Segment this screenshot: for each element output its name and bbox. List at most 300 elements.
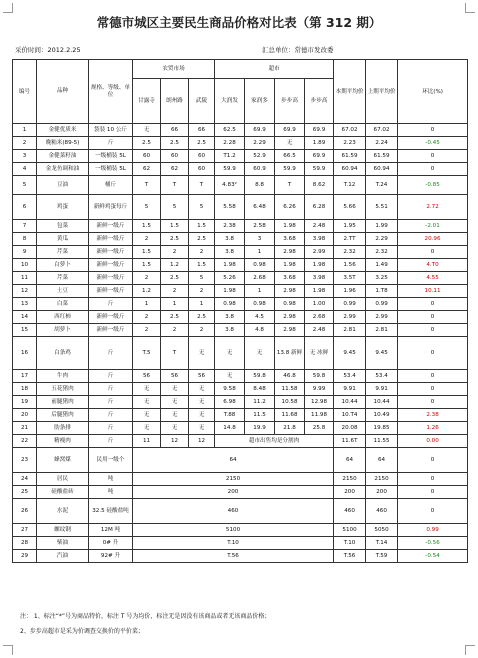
- cell-super-3: 1.98: [275, 259, 305, 272]
- table-row: [13, 324, 468, 337]
- cell-current-avg: 2.81: [334, 324, 366, 337]
- cell-farm-3: 1.5: [189, 259, 215, 272]
- cell-name: 芹菜: [37, 272, 89, 285]
- cell-farm-2: 66: [161, 124, 189, 137]
- cell-no: 26: [13, 499, 37, 524]
- cell-super-2: 19.9: [245, 422, 275, 435]
- cell-farm-3: 无: [189, 383, 215, 396]
- cell-spec: 新鲜一级斤: [89, 233, 133, 246]
- cell-current-avg: 60.94: [334, 163, 366, 176]
- cell-farm-2: 1.5: [161, 220, 189, 233]
- cell-farm-3: 2.5: [189, 137, 215, 150]
- cell-spec: 92# 升: [89, 550, 133, 563]
- cell-super-3: 11.68: [275, 409, 305, 422]
- cell-farm-1: 1: [133, 298, 161, 311]
- cell-super-2: 11.5: [245, 409, 275, 422]
- table-row: [13, 448, 468, 473]
- cell-spec: 斤: [89, 298, 133, 311]
- cell-change: 20.96: [398, 233, 468, 246]
- cell-farm-2: 无: [161, 383, 189, 396]
- table-row: [13, 370, 468, 383]
- cell-merged-price: T.10: [133, 537, 334, 550]
- cell-super-4: 8.62: [305, 176, 334, 195]
- cell-name: 鸡蛋: [37, 195, 89, 220]
- crop-mark-bottom-right: [465, 645, 475, 655]
- cell-spec: 一级桶装 5L: [89, 150, 133, 163]
- cell-previous-avg: 64: [366, 448, 398, 473]
- cell-name: 白萝卜: [37, 259, 89, 272]
- cell-change: -0.85: [398, 176, 468, 195]
- cell-change: 1.26: [398, 422, 468, 435]
- cell-current-avg: 1.96: [334, 285, 366, 298]
- cell-no: 12: [13, 285, 37, 298]
- cell-spec: 民用一级个: [89, 448, 133, 473]
- cell-super-1: 3.8: [215, 311, 245, 324]
- cell-farm-1: T: [133, 176, 161, 195]
- cell-spec: 斤: [89, 396, 133, 409]
- cell-name: 豆油: [37, 176, 89, 195]
- cell-previous-avg: 9.45: [366, 337, 398, 370]
- header-spec: 规格、等级、单位: [89, 60, 133, 124]
- table-row: [13, 409, 468, 422]
- crop-mark-top-left: [3, 3, 13, 13]
- cell-super-3: 69.9: [275, 124, 305, 137]
- table-row: [13, 176, 468, 195]
- table-row: [13, 195, 468, 220]
- cell-super-4: 25.8: [305, 422, 334, 435]
- cell-farm-3: 56: [189, 370, 215, 383]
- cell-change: -0.45: [398, 137, 468, 150]
- cell-farm-3: 60: [189, 163, 215, 176]
- cell-current-avg: 10.T4: [334, 409, 366, 422]
- header-super-market: 超市: [215, 60, 334, 79]
- cell-no: 3: [13, 150, 37, 163]
- cell-name: 金龙鱼调和油: [37, 163, 89, 176]
- cell-farm-3: T: [189, 176, 215, 195]
- cell-farm-2: 无: [161, 409, 189, 422]
- cell-super-3: 6.26: [275, 195, 305, 220]
- header-super-1: 大润发: [215, 79, 245, 124]
- cell-no: 24: [13, 473, 37, 486]
- cell-farm-2: 2: [161, 246, 189, 259]
- cell-current-avg: 10.44: [334, 396, 366, 409]
- cell-super-1: 1.98: [215, 259, 245, 272]
- cell-previous-avg: 5050: [366, 524, 398, 537]
- cell-farm-2: 12: [161, 435, 189, 448]
- cell-super-3: 21.8: [275, 422, 305, 435]
- table-row: [13, 259, 468, 272]
- cell-change: 0: [398, 124, 468, 137]
- cell-merged-price: 64: [133, 448, 334, 473]
- cell-previous-avg: 10.44: [366, 396, 398, 409]
- header-current-avg: 本期平均价: [334, 60, 366, 124]
- cell-super-2: 11.2: [245, 396, 275, 409]
- table-row: [13, 537, 468, 550]
- cell-change: 4.55: [398, 272, 468, 285]
- cell-super-4: 12.98: [305, 396, 334, 409]
- cell-spec: 新鲜一级斤: [89, 285, 133, 298]
- cell-name: 蜂窝煤: [37, 448, 89, 473]
- header-farm-1: 甘露寺: [133, 79, 161, 124]
- cell-farm-1: 60: [133, 150, 161, 163]
- table-row: [13, 285, 468, 298]
- cell-super-1: 4.83²: [215, 176, 245, 195]
- cell-no: 20: [13, 409, 37, 422]
- cell-super-1: 5.58: [215, 195, 245, 220]
- cell-name: 肋条排: [37, 422, 89, 435]
- cell-previous-avg: 2.29: [366, 233, 398, 246]
- cell-change: 0: [398, 298, 468, 311]
- cell-no: 25: [13, 486, 37, 499]
- cell-merged-price: 2150: [133, 473, 334, 486]
- cell-farm-2: 2: [161, 285, 189, 298]
- cell-spec: 斤: [89, 435, 133, 448]
- cell-super-2: 6.48: [245, 195, 275, 220]
- cell-name: 螺纹钢: [37, 524, 89, 537]
- table-row: [13, 396, 468, 409]
- cell-farm-3: 5: [189, 195, 215, 220]
- cell-super-2: 69.9: [245, 124, 275, 137]
- cell-change: 2.72: [398, 195, 468, 220]
- cell-current-avg: 2.23: [334, 137, 366, 150]
- cell-name: 硅酸盐砖: [37, 486, 89, 499]
- cell-farm-2: 60: [161, 150, 189, 163]
- cell-name: 五花猪肉: [37, 383, 89, 396]
- header-no: 编号: [13, 60, 37, 124]
- cell-previous-avg: 60.94: [366, 163, 398, 176]
- cell-name: 水泥: [37, 499, 89, 524]
- cell-previous-avg: 53.4: [366, 370, 398, 383]
- cell-change: -0.56: [398, 537, 468, 550]
- cell-previous-avg: 11.55: [366, 435, 398, 448]
- cell-previous-avg: 200: [366, 486, 398, 499]
- cell-farm-1: 2: [133, 233, 161, 246]
- cell-super-3: 2.98: [275, 324, 305, 337]
- cell-current-avg: 9.45: [334, 337, 366, 370]
- cell-name: 柴油: [37, 537, 89, 550]
- cell-super-2: 0.98: [245, 298, 275, 311]
- cell-no: 19: [13, 396, 37, 409]
- cell-super-1: 1.98: [215, 285, 245, 298]
- cell-previous-avg: 5.51: [366, 195, 398, 220]
- table-row: [13, 137, 468, 150]
- cell-super-1: 2.28: [215, 137, 245, 150]
- cell-farm-2: 62: [161, 163, 189, 176]
- cell-spec: 斤: [89, 422, 133, 435]
- cell-farm-3: 1.5: [189, 220, 215, 233]
- cell-name: 汽油: [37, 550, 89, 563]
- cell-previous-avg: 2.99: [366, 311, 398, 324]
- cell-current-avg: 3.5T: [334, 272, 366, 285]
- cell-no: 6: [13, 195, 37, 220]
- cell-super-4: 2.99: [305, 246, 334, 259]
- cell-super-2: 1: [245, 246, 275, 259]
- cell-change: 0: [398, 163, 468, 176]
- cell-super-2: 2.58: [245, 220, 275, 233]
- cell-farm-1: 无: [133, 396, 161, 409]
- cell-previous-avg: T.24: [366, 176, 398, 195]
- cell-super-2: 8.8: [245, 176, 275, 195]
- cell-no: 21: [13, 422, 37, 435]
- cell-super-1: 3.8: [215, 246, 245, 259]
- cell-change: 0: [398, 324, 468, 337]
- cell-change: 0: [398, 486, 468, 499]
- cell-super-3: 66.5: [275, 150, 305, 163]
- cell-super-1: 无: [215, 337, 245, 370]
- cell-super-1: 59.9: [215, 163, 245, 176]
- cell-farm-2: 1: [161, 298, 189, 311]
- header-farm-market: 农贸市场: [133, 60, 215, 79]
- cell-current-avg: 2.99: [334, 311, 366, 324]
- cell-spec: 新鲜一级斤: [89, 272, 133, 285]
- cell-super-4: 11.98: [305, 409, 334, 422]
- cell-current-avg: 200: [334, 486, 366, 499]
- cell-farm-2: 2.5: [161, 272, 189, 285]
- cell-super-1: 5.26: [215, 272, 245, 285]
- cell-no: 2: [13, 137, 37, 150]
- table-row: [13, 473, 468, 486]
- cell-super-3: 11.58: [275, 383, 305, 396]
- cell-super-4: 3.98: [305, 272, 334, 285]
- cell-change: 4.T0: [398, 259, 468, 272]
- cell-previous-avg: 2.32: [366, 246, 398, 259]
- cell-previous-avg: 10.49: [366, 409, 398, 422]
- cell-farm-3: 60: [189, 150, 215, 163]
- cell-super-4: 59.9: [305, 163, 334, 176]
- cell-super-3: 3.68: [275, 272, 305, 285]
- crop-mark-bottom-left: [3, 645, 13, 655]
- cell-super-4: 69.9: [305, 124, 334, 137]
- table-row: [13, 435, 468, 448]
- cell-change: 0: [398, 473, 468, 486]
- cell-farm-1: 无: [133, 124, 161, 137]
- cell-previous-avg: 460: [366, 499, 398, 524]
- cell-farm-2: 无: [161, 396, 189, 409]
- table-row: [13, 337, 468, 370]
- cell-super-3: 2.98: [275, 246, 305, 259]
- cell-previous-avg: 1.99: [366, 220, 398, 233]
- cell-previous-avg: T.59: [366, 550, 398, 563]
- cell-farm-3: 2: [189, 324, 215, 337]
- cell-super-2: 3: [245, 233, 275, 246]
- cell-current-avg: 5100: [334, 524, 366, 537]
- cell-no: 8: [13, 233, 37, 246]
- cell-farm-3: 无: [189, 337, 215, 370]
- cell-farm-2: 2.5: [161, 311, 189, 324]
- cell-farm-1: 1.2: [133, 285, 161, 298]
- cell-change: 0.00: [398, 435, 468, 448]
- cell-change: 0: [398, 150, 468, 163]
- price-table: [12, 59, 468, 563]
- cell-previous-avg: 2.24: [366, 137, 398, 150]
- cell-name: 白条鸡: [37, 337, 89, 370]
- cell-farm-1: T.5: [133, 337, 161, 370]
- cell-current-avg: 20.08: [334, 422, 366, 435]
- cell-no: 10: [13, 259, 37, 272]
- cell-spec: 一级桶装 5L: [89, 163, 133, 176]
- cell-farm-3: 无: [189, 409, 215, 422]
- cell-change: 0: [398, 370, 468, 383]
- cell-change: -2.01: [398, 220, 468, 233]
- cell-farm-1: 2: [133, 272, 161, 285]
- cell-farm-3: 2: [189, 246, 215, 259]
- cell-previous-avg: 19.85: [366, 422, 398, 435]
- cell-super-4: 9.99: [305, 383, 334, 396]
- cell-farm-3: 无: [189, 422, 215, 435]
- table-row: [13, 298, 468, 311]
- cell-super-2: 1: [245, 285, 275, 298]
- cell-farm-3: 2.5: [189, 311, 215, 324]
- cell-spec: 斤: [89, 337, 133, 370]
- cell-current-avg: 53.4: [334, 370, 366, 383]
- cell-name: 土豆: [37, 285, 89, 298]
- cell-no: 17: [13, 370, 37, 383]
- cell-spec: 袋装 10 公斤: [89, 124, 133, 137]
- page-title: 常德市城区主要民生商品价格对比表（第 312 期）: [96, 15, 382, 30]
- cell-super-3: 0.98: [275, 298, 305, 311]
- cell-no: 22: [13, 435, 37, 448]
- cell-current-avg: 5.66: [334, 195, 366, 220]
- cell-no: 5: [13, 176, 37, 195]
- cell-no: 29: [13, 550, 37, 563]
- cell-super-4: 69.9: [305, 150, 334, 163]
- cell-super-3: 2.98: [275, 311, 305, 324]
- table-row: [13, 550, 468, 563]
- cell-super-4: 1.00: [305, 298, 334, 311]
- cell-super-1: 0.98: [215, 298, 245, 311]
- header-change: 环比(%): [398, 60, 468, 124]
- cell-super-4: 2.48: [305, 220, 334, 233]
- cell-previous-avg: 67.02: [366, 124, 398, 137]
- cell-name: 居民: [37, 473, 89, 486]
- cell-name: 包菜: [37, 220, 89, 233]
- cell-change: 0.99: [398, 524, 468, 537]
- cell-farm-2: 2: [161, 324, 189, 337]
- cell-super-1: 6.98: [215, 396, 245, 409]
- cell-spec: 斤: [89, 383, 133, 396]
- cell-name: 后腿猪肉: [37, 409, 89, 422]
- cell-change: 2.38: [398, 409, 468, 422]
- cell-super-3: 46.8: [275, 370, 305, 383]
- cell-name: 黄瓜: [37, 233, 89, 246]
- cell-current-avg: T.10: [334, 537, 366, 550]
- cell-super-4: 3.98: [305, 233, 334, 246]
- cell-no: 23: [13, 448, 37, 473]
- cell-farm-1: 2: [133, 311, 161, 324]
- table-row: [13, 383, 468, 396]
- cell-spec: 新鲜一级斤: [89, 324, 133, 337]
- cell-super-3: 10.58: [275, 396, 305, 409]
- cell-previous-avg: 2150: [366, 473, 398, 486]
- header-name: 品种: [37, 60, 89, 124]
- cell-farm-1: 2: [133, 324, 161, 337]
- cell-super-2: 4.5: [245, 311, 275, 324]
- cell-name: 牛肉: [37, 370, 89, 383]
- cell-super-3: 59.9: [275, 163, 305, 176]
- cell-farm-2: 56: [161, 370, 189, 383]
- cell-no: 4: [13, 163, 37, 176]
- cell-super-3: 2.98: [275, 285, 305, 298]
- cell-super-4: 1.98: [305, 259, 334, 272]
- cell-super-4: 1.89: [305, 137, 334, 150]
- cell-super-3: 1.98: [275, 220, 305, 233]
- cell-no: 14: [13, 311, 37, 324]
- collect-date: 采价时间：2012.2.25: [15, 46, 81, 54]
- cell-super-merged: 超市出售均是分割肉: [215, 435, 334, 448]
- table-row: [13, 272, 468, 285]
- cell-change: 0: [398, 311, 468, 324]
- cell-current-avg: 2150: [334, 473, 366, 486]
- cell-farm-1: 56: [133, 370, 161, 383]
- cell-super-2: 无: [245, 337, 275, 370]
- footnote-1: 注： 1、标注“*”号为商品特价，标注 T 号为均价，标注无是因没有该商品或者无该商品价格；: [20, 613, 271, 620]
- cell-name: 前腿猪肉: [37, 396, 89, 409]
- cell-super-3: 13.8 新鲜: [275, 337, 305, 370]
- table-row: [13, 124, 468, 137]
- footnote-2: 2、步步高超市是采为价调查交换价的平价菜；: [20, 628, 144, 635]
- cell-current-avg: 11.6T: [334, 435, 366, 448]
- cell-farm-2: 1.2: [161, 259, 189, 272]
- cell-spec: 斤: [89, 137, 133, 150]
- cell-no: 15: [13, 324, 37, 337]
- cell-name: 精瘦肉: [37, 435, 89, 448]
- cell-super-2: 0.98: [245, 259, 275, 272]
- header-super-3: 步步高: [275, 79, 305, 124]
- cell-spec: 斤: [89, 370, 133, 383]
- cell-spec: 桶斤: [89, 176, 133, 195]
- cell-super-1: 无: [215, 370, 245, 383]
- cell-farm-1: 无: [133, 409, 161, 422]
- cell-super-1: 3.8: [215, 233, 245, 246]
- cell-previous-avg: 9.91: [366, 383, 398, 396]
- cell-name: 西红柿: [37, 311, 89, 324]
- cell-spec: 吨: [89, 473, 133, 486]
- cell-super-4: 6.28: [305, 195, 334, 220]
- cell-super-1: 62.5: [215, 124, 245, 137]
- cell-no: 9: [13, 246, 37, 259]
- cell-change: 0: [398, 499, 468, 524]
- cell-super-2: 2.29: [245, 137, 275, 150]
- cell-farm-1: 无: [133, 383, 161, 396]
- cell-merged-price: T.56: [133, 550, 334, 563]
- cell-farm-2: 5: [161, 195, 189, 220]
- cell-farm-1: 11: [133, 435, 161, 448]
- table-row: [13, 524, 468, 537]
- cell-spec: 新鲜一级斤: [89, 259, 133, 272]
- cell-farm-1: 5: [133, 195, 161, 220]
- cell-farm-3: 1: [189, 298, 215, 311]
- cell-super-2: 52.9: [245, 150, 275, 163]
- cell-super-4: 59.8: [305, 370, 334, 383]
- cell-no: 13: [13, 298, 37, 311]
- cell-current-avg: 0.99: [334, 298, 366, 311]
- cell-previous-avg: 1.T8: [366, 285, 398, 298]
- cell-super-3: 无: [275, 137, 305, 150]
- cell-name: 白菜: [37, 298, 89, 311]
- footnotes: [20, 609, 270, 639]
- cell-change: 0: [398, 383, 468, 396]
- cell-current-avg: 2.TT: [334, 233, 366, 246]
- cell-super-1: 3.8: [215, 324, 245, 337]
- cell-name: 芹菜: [37, 246, 89, 259]
- cell-previous-avg: 3.25: [366, 272, 398, 285]
- cell-no: 27: [13, 524, 37, 537]
- cell-super-4: 2.48: [305, 324, 334, 337]
- cell-super-3: T: [275, 176, 305, 195]
- cell-no: 28: [13, 537, 37, 550]
- cell-previous-avg: T.14: [366, 537, 398, 550]
- cell-previous-avg: 61.59: [366, 150, 398, 163]
